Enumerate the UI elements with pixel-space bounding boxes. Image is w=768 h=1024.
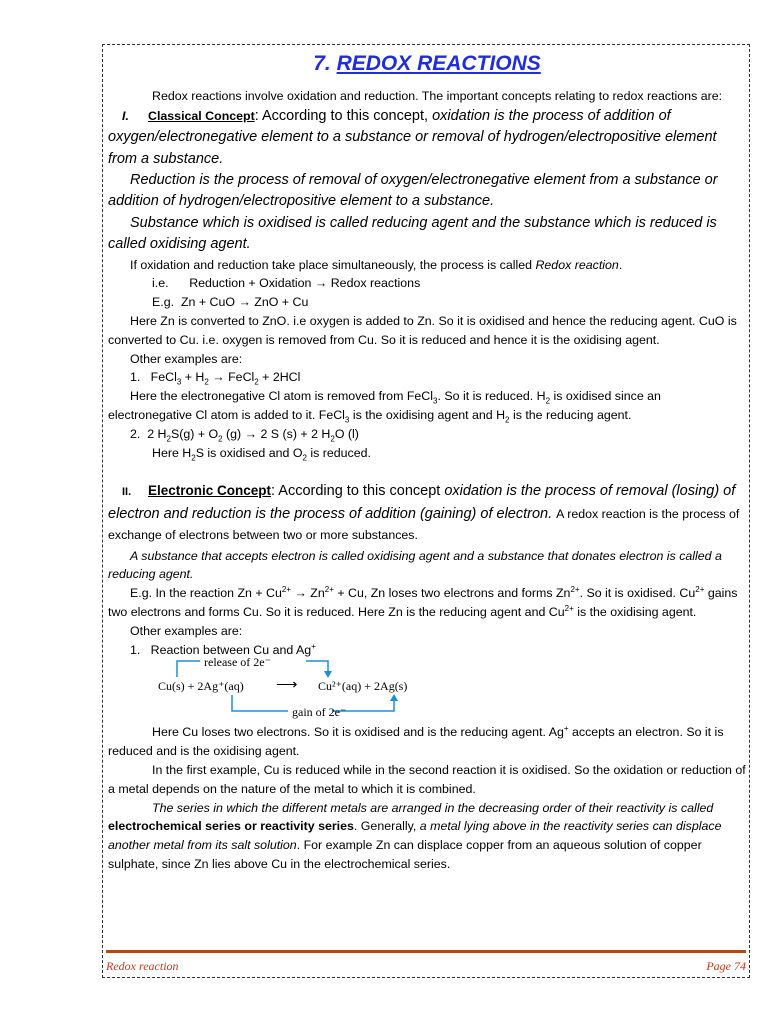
footer-chapter: Redox reaction <box>106 959 179 973</box>
simultaneous-paragraph: If oxidation and reduction take place simultaneously, the process is called Redox reaction. <box>130 257 623 272</box>
classical-example-1-explanation: Here the electronegative Cl atom is removed from FeCl$_3$. So it is reduced. $H_2$ is oxidised since an electronegative Cl atom is added to it. FeCl$_3$ is the oxidising agent and $H_2$ is the reducing agent. <box>108 389 661 425</box>
charge: + <box>563 724 569 734</box>
gain-arrowhead <box>390 694 398 701</box>
expl-part: . So it is reduced. H <box>437 389 546 404</box>
example-number: 1. <box>130 370 141 385</box>
classical-explanation: Here Zn is converted to ZnO. i.e oxygen is added to Zn. So it is oxidised and hence the reducing agent. CuO is converted to Cu. i.e. oxygen is removed from Cu. So it is reduced and hence it is the oxidising agent. <box>108 314 737 347</box>
eg-part: → Zn <box>291 586 325 601</box>
ie-line <box>108 274 746 293</box>
series-part: . For example Zn can displace copper from an aqueous solution of copper sulphate, since Zn lies above Cu in the electrochemical series. <box>108 838 702 871</box>
example-text: Reaction between Cu and Ag <box>150 642 312 657</box>
classical-heading: Classical Concept <box>148 108 255 123</box>
gain-line-left <box>232 695 288 711</box>
release-label: release of 2e⁻ <box>204 655 271 670</box>
charge: + <box>311 641 316 651</box>
intro-paragraph: Redox reactions involve oxidation and reduction. The important concepts relating to redox reactions are: <box>152 89 723 103</box>
eg-part: . So it is oxidised. Cu <box>579 586 696 601</box>
classical-lead: : According to this concept, <box>254 107 429 124</box>
eg-part: is the oxidising agent. <box>573 605 697 620</box>
other-examples-label: Other examples are: <box>130 351 243 366</box>
electronic-example-1-explanation <box>108 723 746 761</box>
electron-transfer-diagram <box>108 655 746 723</box>
electronic-lead: : According to this concept <box>271 483 441 500</box>
reaction-arrow: ⟶ <box>276 677 298 694</box>
footer-rule <box>106 950 746 953</box>
electronic-definition: oxidation is the process of removal (losing) of electron and reduction is the process of addition (gaining) of electron. <box>108 483 736 522</box>
eg-part: E.g. In the reaction Zn + Cu <box>130 586 282 601</box>
classical-example-1: 1. FeCl$_3$ + $H_2$ → FeCl$_2$ + 2HCl <box>130 370 301 387</box>
note-part: is reduced. <box>306 445 371 460</box>
series-part: The series in which the different metals are arranged in the decreasing order of their reactivity is called <box>152 800 714 815</box>
expl-part: accepts an electron. So it is reduced and is the oxidising agent. <box>108 725 724 759</box>
agents-definition: Substance which is oxidised is called reducing agent and the substance which is reduced is called oxidising agent. <box>108 214 717 253</box>
note-part: S is oxidised and O <box>195 445 303 460</box>
classical-concept-paragraph <box>108 106 746 170</box>
reactants: Cu(s) + 2Ag⁺(aq) <box>158 679 244 694</box>
page-title <box>108 49 746 79</box>
electronic-agents: A substance that accepts electron is called oxidising agent and a substance that donates electron is called a reducing agent. <box>108 548 722 582</box>
expl-part: Here Cu loses two electrons. So it is oxidised and is the reducing agent. Ag <box>152 725 564 740</box>
electronic-tail: A redox reaction is the process of exchange of electrons between two or more substances. <box>108 506 740 543</box>
eg-equation: Zn + CuO → ZnO + Cu <box>180 295 309 310</box>
page-content <box>108 45 746 874</box>
products: Cu²⁺(aq) + 2Ag(s) <box>318 679 408 694</box>
example-number: 1. <box>130 642 141 657</box>
page-frame <box>102 44 750 978</box>
electronic-concept-paragraph <box>108 480 746 546</box>
simultaneous-text: If oxidation and reduction take place simultaneously, the process is called <box>130 257 533 272</box>
expl-part: is the oxidising agent and H <box>349 408 506 423</box>
release-line-left <box>177 661 200 677</box>
title-number: 7. <box>313 52 331 75</box>
electronic-numeral: II. <box>122 486 132 499</box>
series-part: . Generally, <box>353 819 417 834</box>
page-footer <box>106 959 746 974</box>
eg-line <box>108 293 746 312</box>
expl-part: is oxidised since an electronegative Cl atom is added to it. FeCl <box>108 389 661 423</box>
charge: 2+ <box>570 585 580 595</box>
simultaneous-term: Redox reaction <box>535 257 619 272</box>
series-part: a metal lying above in the reactivity series can displace another metal from its salt solution <box>108 819 722 853</box>
example-number: 2. <box>130 426 141 441</box>
expl-part: Here the electronegative Cl atom is removed from FeCl <box>130 389 434 404</box>
charge: 2+ <box>695 585 705 595</box>
note-part: Here H <box>152 445 192 460</box>
electronic-other-examples: Other examples are: <box>130 623 243 638</box>
charge: 2+ <box>324 585 334 595</box>
classical-definition: oxidation is the process of addition of oxygen/electronegative element to a substance or removal of hydrogen/electropositive element from a substance. <box>108 107 717 167</box>
electronic-heading: Electronic Concept <box>148 483 272 499</box>
reduction-definition: Reduction is the process of removal of oxygen/electronegative element from a substance or addition of hydrogen/electropositive element to a substance. <box>108 172 718 210</box>
footer-page-number: Page 74 <box>706 959 746 973</box>
electronic-example <box>108 584 746 622</box>
eg-part: + Cu, Zn loses two electrons and forms Zn <box>333 586 571 601</box>
eg-label: E.g. <box>152 295 175 310</box>
ie-text: Reduction + Oxidation → Redox reactions <box>189 276 421 291</box>
charge: 2+ <box>564 603 574 613</box>
expl-part: is the reducing agent. <box>509 408 632 423</box>
release-arrowhead <box>324 671 332 678</box>
title-text: REDOX REACTIONS <box>336 52 541 75</box>
eg-part: gains two electrons and forms Cu. So it is reduced. Here Zn is the reducing agent and Cu <box>108 586 738 620</box>
classical-example-2-note: Here $H_2S$ is oxidised and $O_2$ is reduced. <box>152 445 371 463</box>
charge: 2+ <box>281 585 291 595</box>
series-term: electrochemical series or reactivity series <box>108 819 354 834</box>
classical-numeral: I. <box>122 108 129 123</box>
classical-example-2: 2. 2 $H_2S(g) + O_2$ (g) → 2 S (s) + 2 $H_2O$ (l) <box>130 426 359 444</box>
series-paragraph <box>108 799 746 874</box>
first-example-paragraph: In the first example, Cu is reduced while in the second reaction it is oxidised. So the oxidation or reduction of a metal depends on the nature of the metal to which it is combined. <box>108 763 746 796</box>
ie-label: i.e. <box>152 276 169 291</box>
gain-label: gain of 2e⁻ <box>292 705 347 720</box>
